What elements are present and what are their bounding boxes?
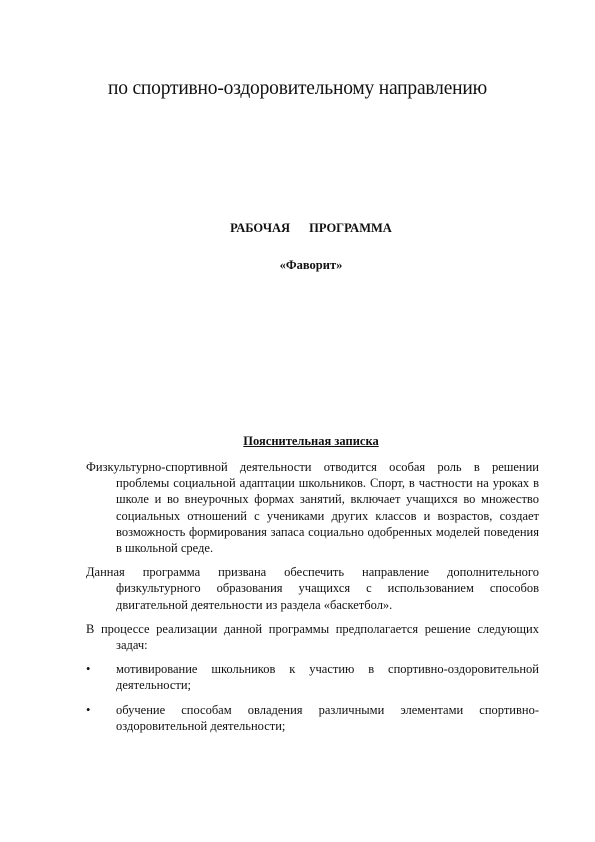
program-title: РАБОЧАЯ ПРОГРАММА (230, 221, 392, 235)
note-heading: Пояснительная записка (243, 434, 379, 448)
list-item-text: мотивирование школьников к участию в спортивно-оздоровительной деятельности; (116, 662, 539, 693)
paragraph: Данная программа призвана обеспечить направление дополнительного физкультурного образования учащихся с использованием способов двигательной деятельности из раздела «баскетбол». (86, 565, 539, 612)
list-item (86, 661, 539, 693)
bullet-icon: • (86, 662, 91, 677)
bullet-icon: • (86, 702, 91, 717)
program-name: «Фаворит» (279, 258, 343, 272)
paragraph: Физкультурно-спортивной деятельности отводится особая роль в решении проблемы социальной адаптации школьников. Спорт, в частности на уроках в школе и во внеурочных формах занятий, включает учащихся во множество социальных отношений с учениками других классов и возрастов, создает возможность формирования запаса социально одобренных моделей поведения в школьной среде. (86, 460, 539, 556)
note-body (86, 459, 539, 742)
direction-line: по спортивно-оздоровительному направлению (108, 78, 487, 99)
list-item-text: обучение способам овладения различными элементами спортивно-оздоровительной деятельности; (116, 702, 539, 733)
list-item (86, 702, 539, 734)
paragraph: В процессе реализации данной программы предполагается решение следующих задач: (86, 621, 539, 653)
